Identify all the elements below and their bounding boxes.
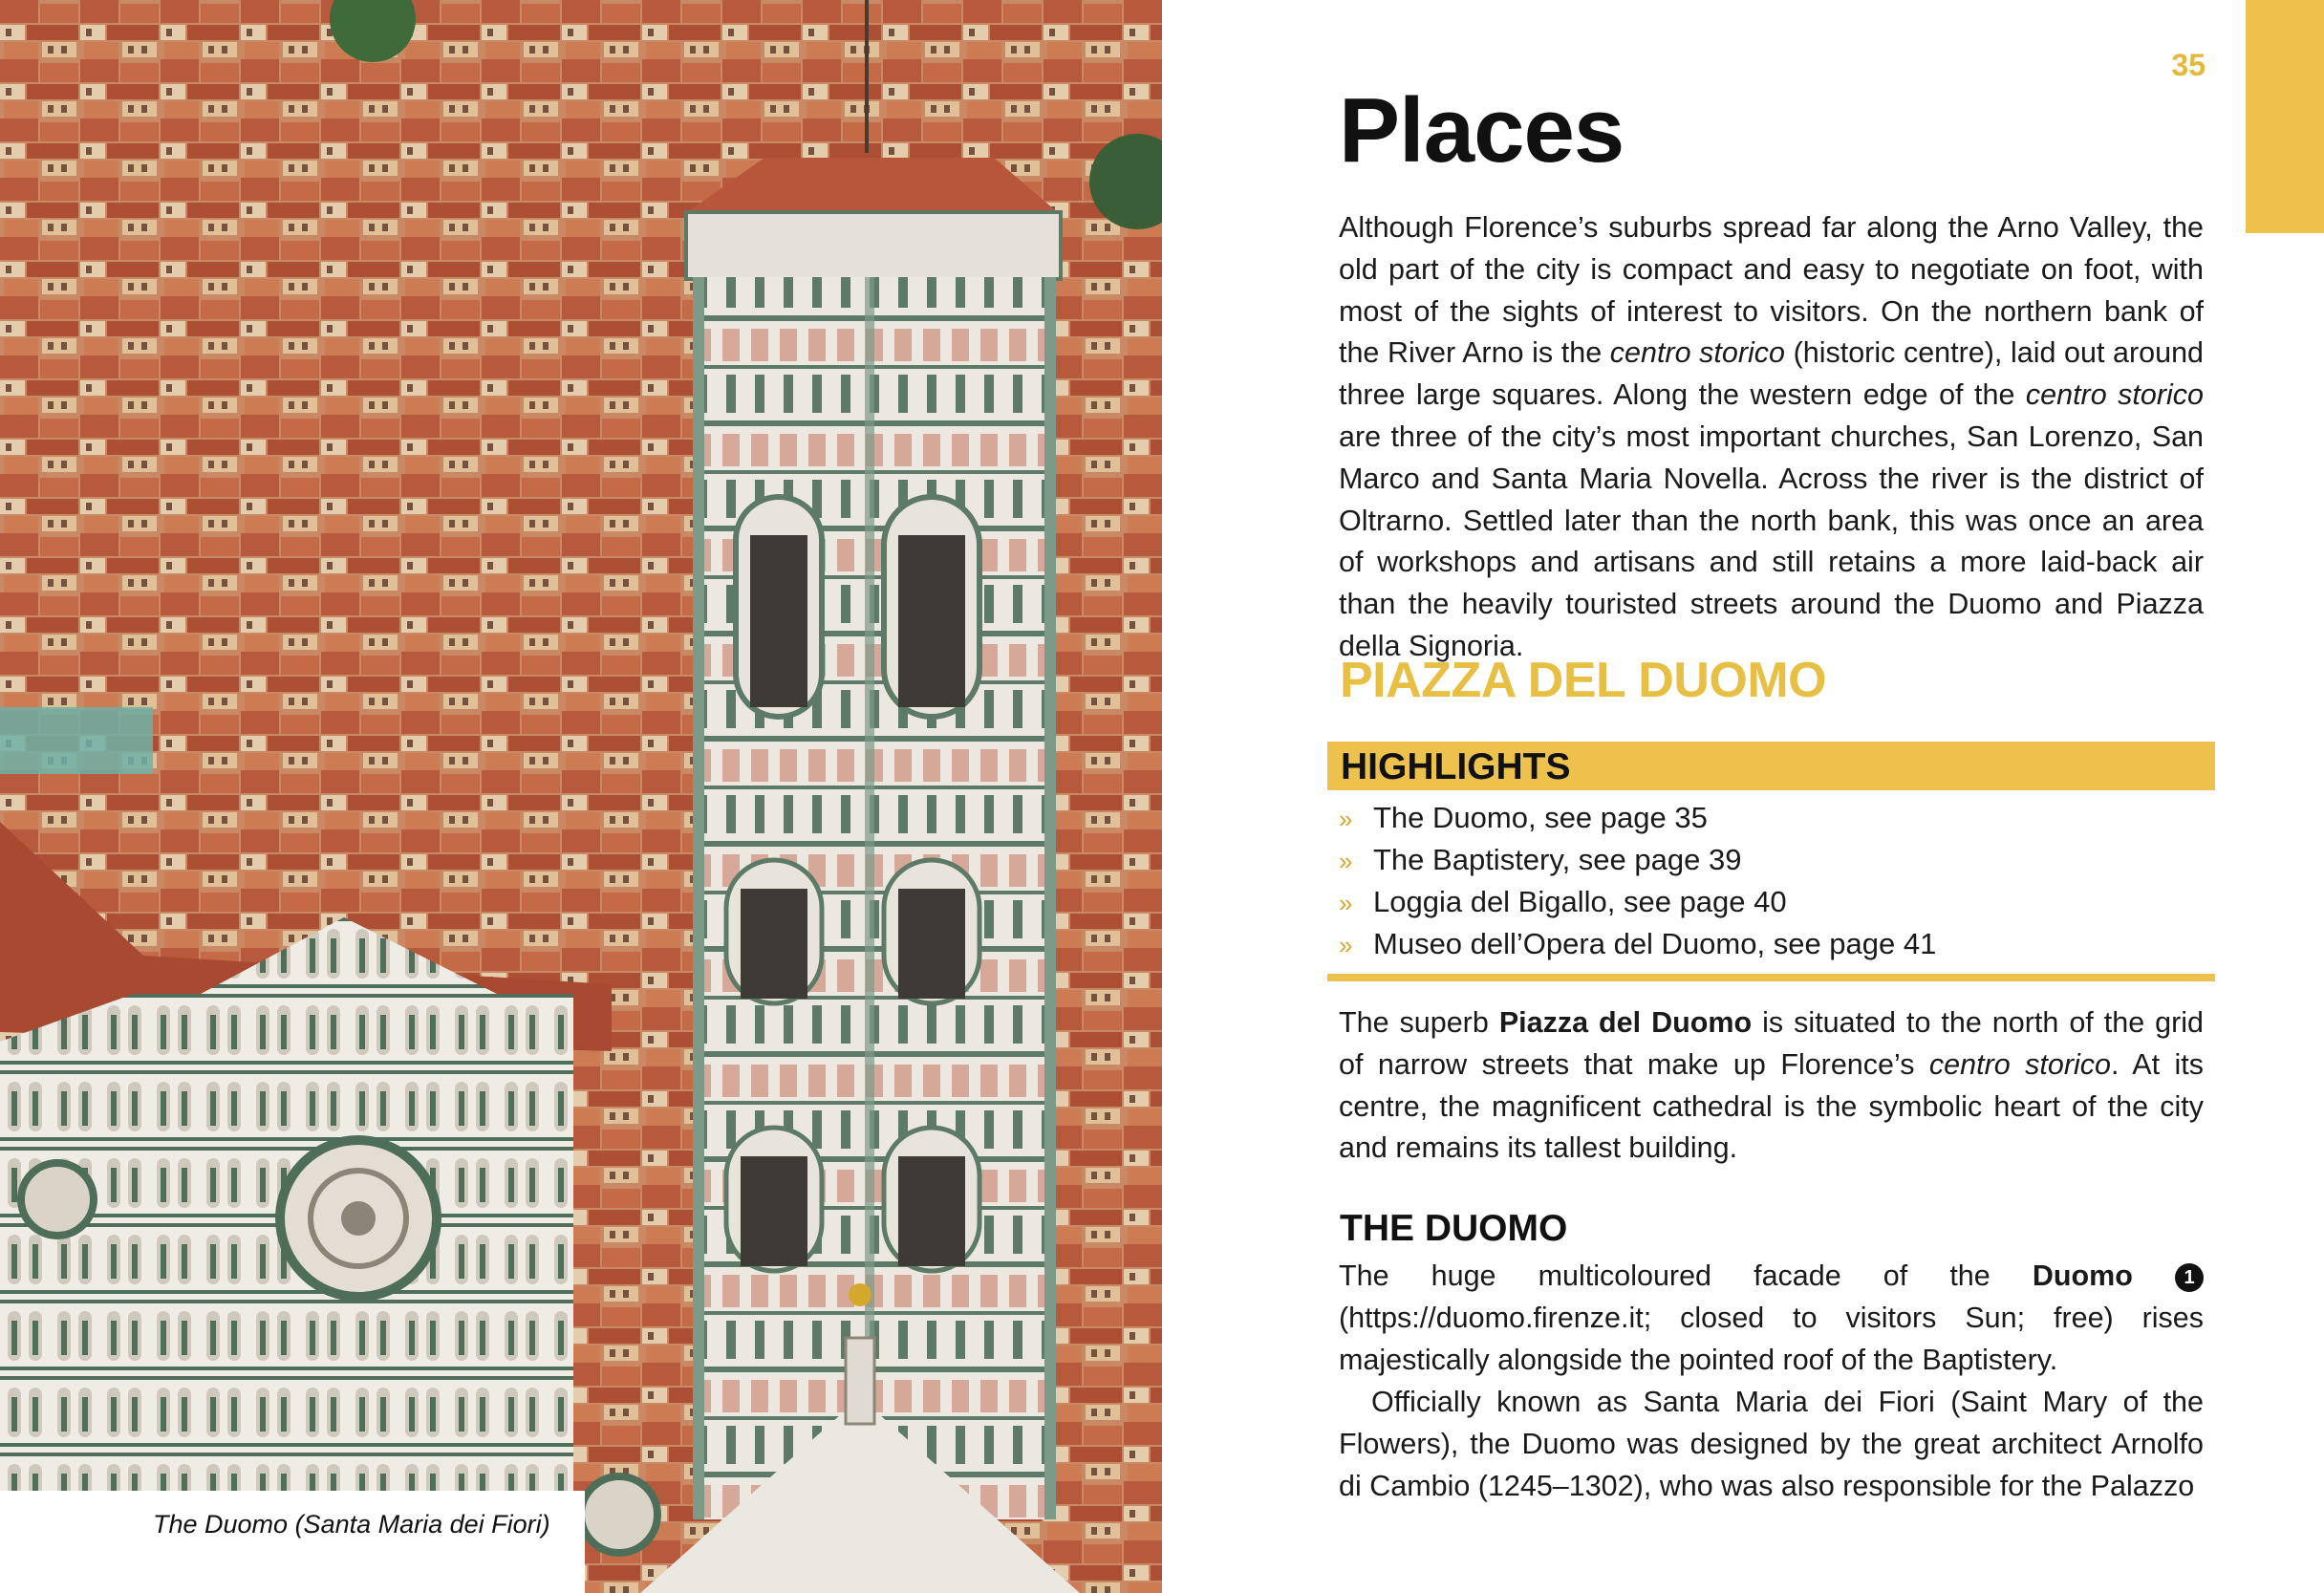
page-number: 35 — [2171, 48, 2206, 82]
subheading: THE DUOMO — [1340, 1208, 1568, 1249]
intro-paragraph: Although Florence’s suburbs spread far along the Arno Valley, the old part of the city is compact and easy to negotiate on foot, with most of the sights of interest to visitors. On the northern bank of the River Arno is the centro storico (historic centre), laid out around three large squares. Along the western edge of the centro storico are three of the city’s most important churches, San Lorenzo, San Marco and Santa Maria Novella. Across the river is the district of Oltrarno. Settled later than the north bank, this was once an area of workshops and artisans and still retains a more laid-back air than the heavily touristed streets around the Duomo and Piazza della Signoria. — [1339, 211, 2205, 662]
photo-caption — [0, 1491, 585, 1593]
duomo-paragraph-1: The huge multicoloured facade of the Duomo 1 (https://duomo.firenze.it; closed to visitors Sun; free) rises majestically alongside the pointed roof of the Baptistery. — [1339, 1259, 2204, 1376]
chevron-icon: » — [1339, 889, 1353, 917]
highlights-divider — [1327, 974, 2215, 981]
campanile — [683, 158, 1061, 1519]
section-heading: PIAZZA DEL DUOMO — [1340, 653, 1827, 708]
highlights-bar — [1327, 742, 2215, 790]
highlights-list — [1339, 797, 1936, 965]
list-item: » The Duomo, see page 35 — [1339, 797, 1936, 839]
chevron-icon: » — [1339, 847, 1353, 875]
photo-caption-text: The Duomo (Santa Maria dei Fiori) — [153, 1510, 550, 1539]
highlights-heading: HIGHLIGHTS — [1341, 746, 1571, 787]
piazza-paragraph: The superb Piazza del Duomo is situated to the north of the grid of narrow streets that make up Florence’s centro storico. At its centre, the magnificent cathedral is the symbolic heart of the city and remains its tallest building. — [1339, 1006, 2205, 1165]
map-marker-icon: 1 — [2175, 1263, 2204, 1292]
chapter-tab — [2246, 0, 2324, 233]
list-item: » Loggia del Bigallo, see page 40 — [1339, 881, 1936, 923]
chevron-icon: » — [1339, 931, 1353, 959]
list-item: » Museo dell’Opera del Duomo, see page 41 — [1339, 923, 1936, 965]
duomo-paragraph-2: Officially known as Santa Maria dei Fiori (Saint Mary of the Flowers), the Duomo was designed by the great architect Arnolfo di Cambio (1245–1302), who was also responsible for the Palazzo — [1339, 1386, 2204, 1502]
page-title: Places — [1339, 79, 1625, 182]
list-item: » The Baptistery, see page 39 — [1339, 839, 1936, 881]
chevron-icon: » — [1339, 805, 1353, 833]
